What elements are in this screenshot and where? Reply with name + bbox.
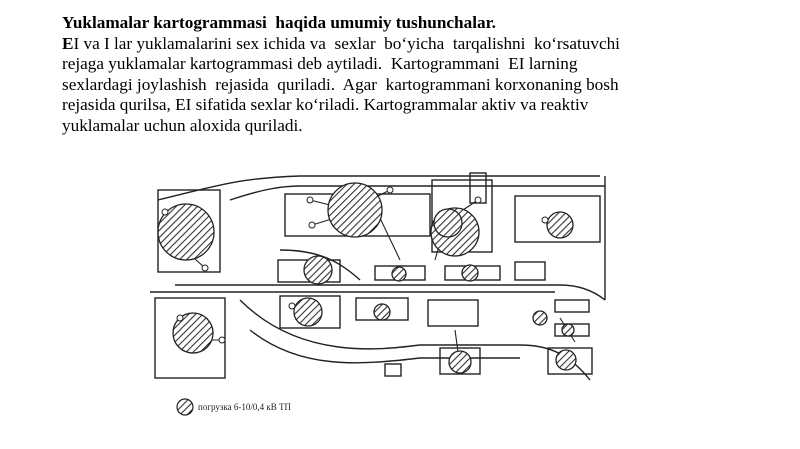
load-cartogram-figure [150,160,630,420]
dropcap: E [62,33,74,53]
road [230,186,605,200]
paragraph-line-4: rejasida qurilsa, EI sifatida sexlar ko‘riladi. Kartogrammalar aktiv va reaktiv [62,95,589,114]
load-circle [449,351,471,373]
workshop-building [515,262,545,280]
legend-symbol [177,399,193,415]
load-circle [434,209,462,237]
workshop-building [385,364,401,376]
load-circle [392,267,406,281]
paragraph-line-5: yuklamalar uchun aloxida quriladi. [62,115,303,135]
heading: Yuklamalar kartogrammasi haqida umumiy tushunchalar. [62,13,496,32]
paragraph [62,34,752,137]
load-circle [547,212,573,238]
paragraph-line-3: sexlardagi joylashish rejasida quriladi. Agar kartogrammani korxonaning bosh [62,74,619,94]
legend-label: погрузка 6-10/0,4 кВ ТП [198,402,292,412]
load-circle [294,298,322,326]
legend [177,399,292,415]
load-circle [556,350,576,370]
load-circle [462,265,478,281]
paragraph-line-1-text: I va I lar yuklamalarini sex ichida va sexlar bo‘yicha tarqalishni ko‘rsatuvchi [73,33,620,53]
workshop-building [428,300,478,326]
load-circle [374,304,390,320]
load-circle [328,183,382,237]
load-circle [304,256,332,284]
load-circle [533,311,547,325]
paragraph-line-2: rejaga yuklamalar kartogrammasi deb aytiladi. Kartogrammani EI larning [62,54,578,73]
load-circle [562,324,574,336]
text-block [62,13,752,136]
paragraph-line-1 [62,34,752,55]
workshop-building [555,300,589,312]
